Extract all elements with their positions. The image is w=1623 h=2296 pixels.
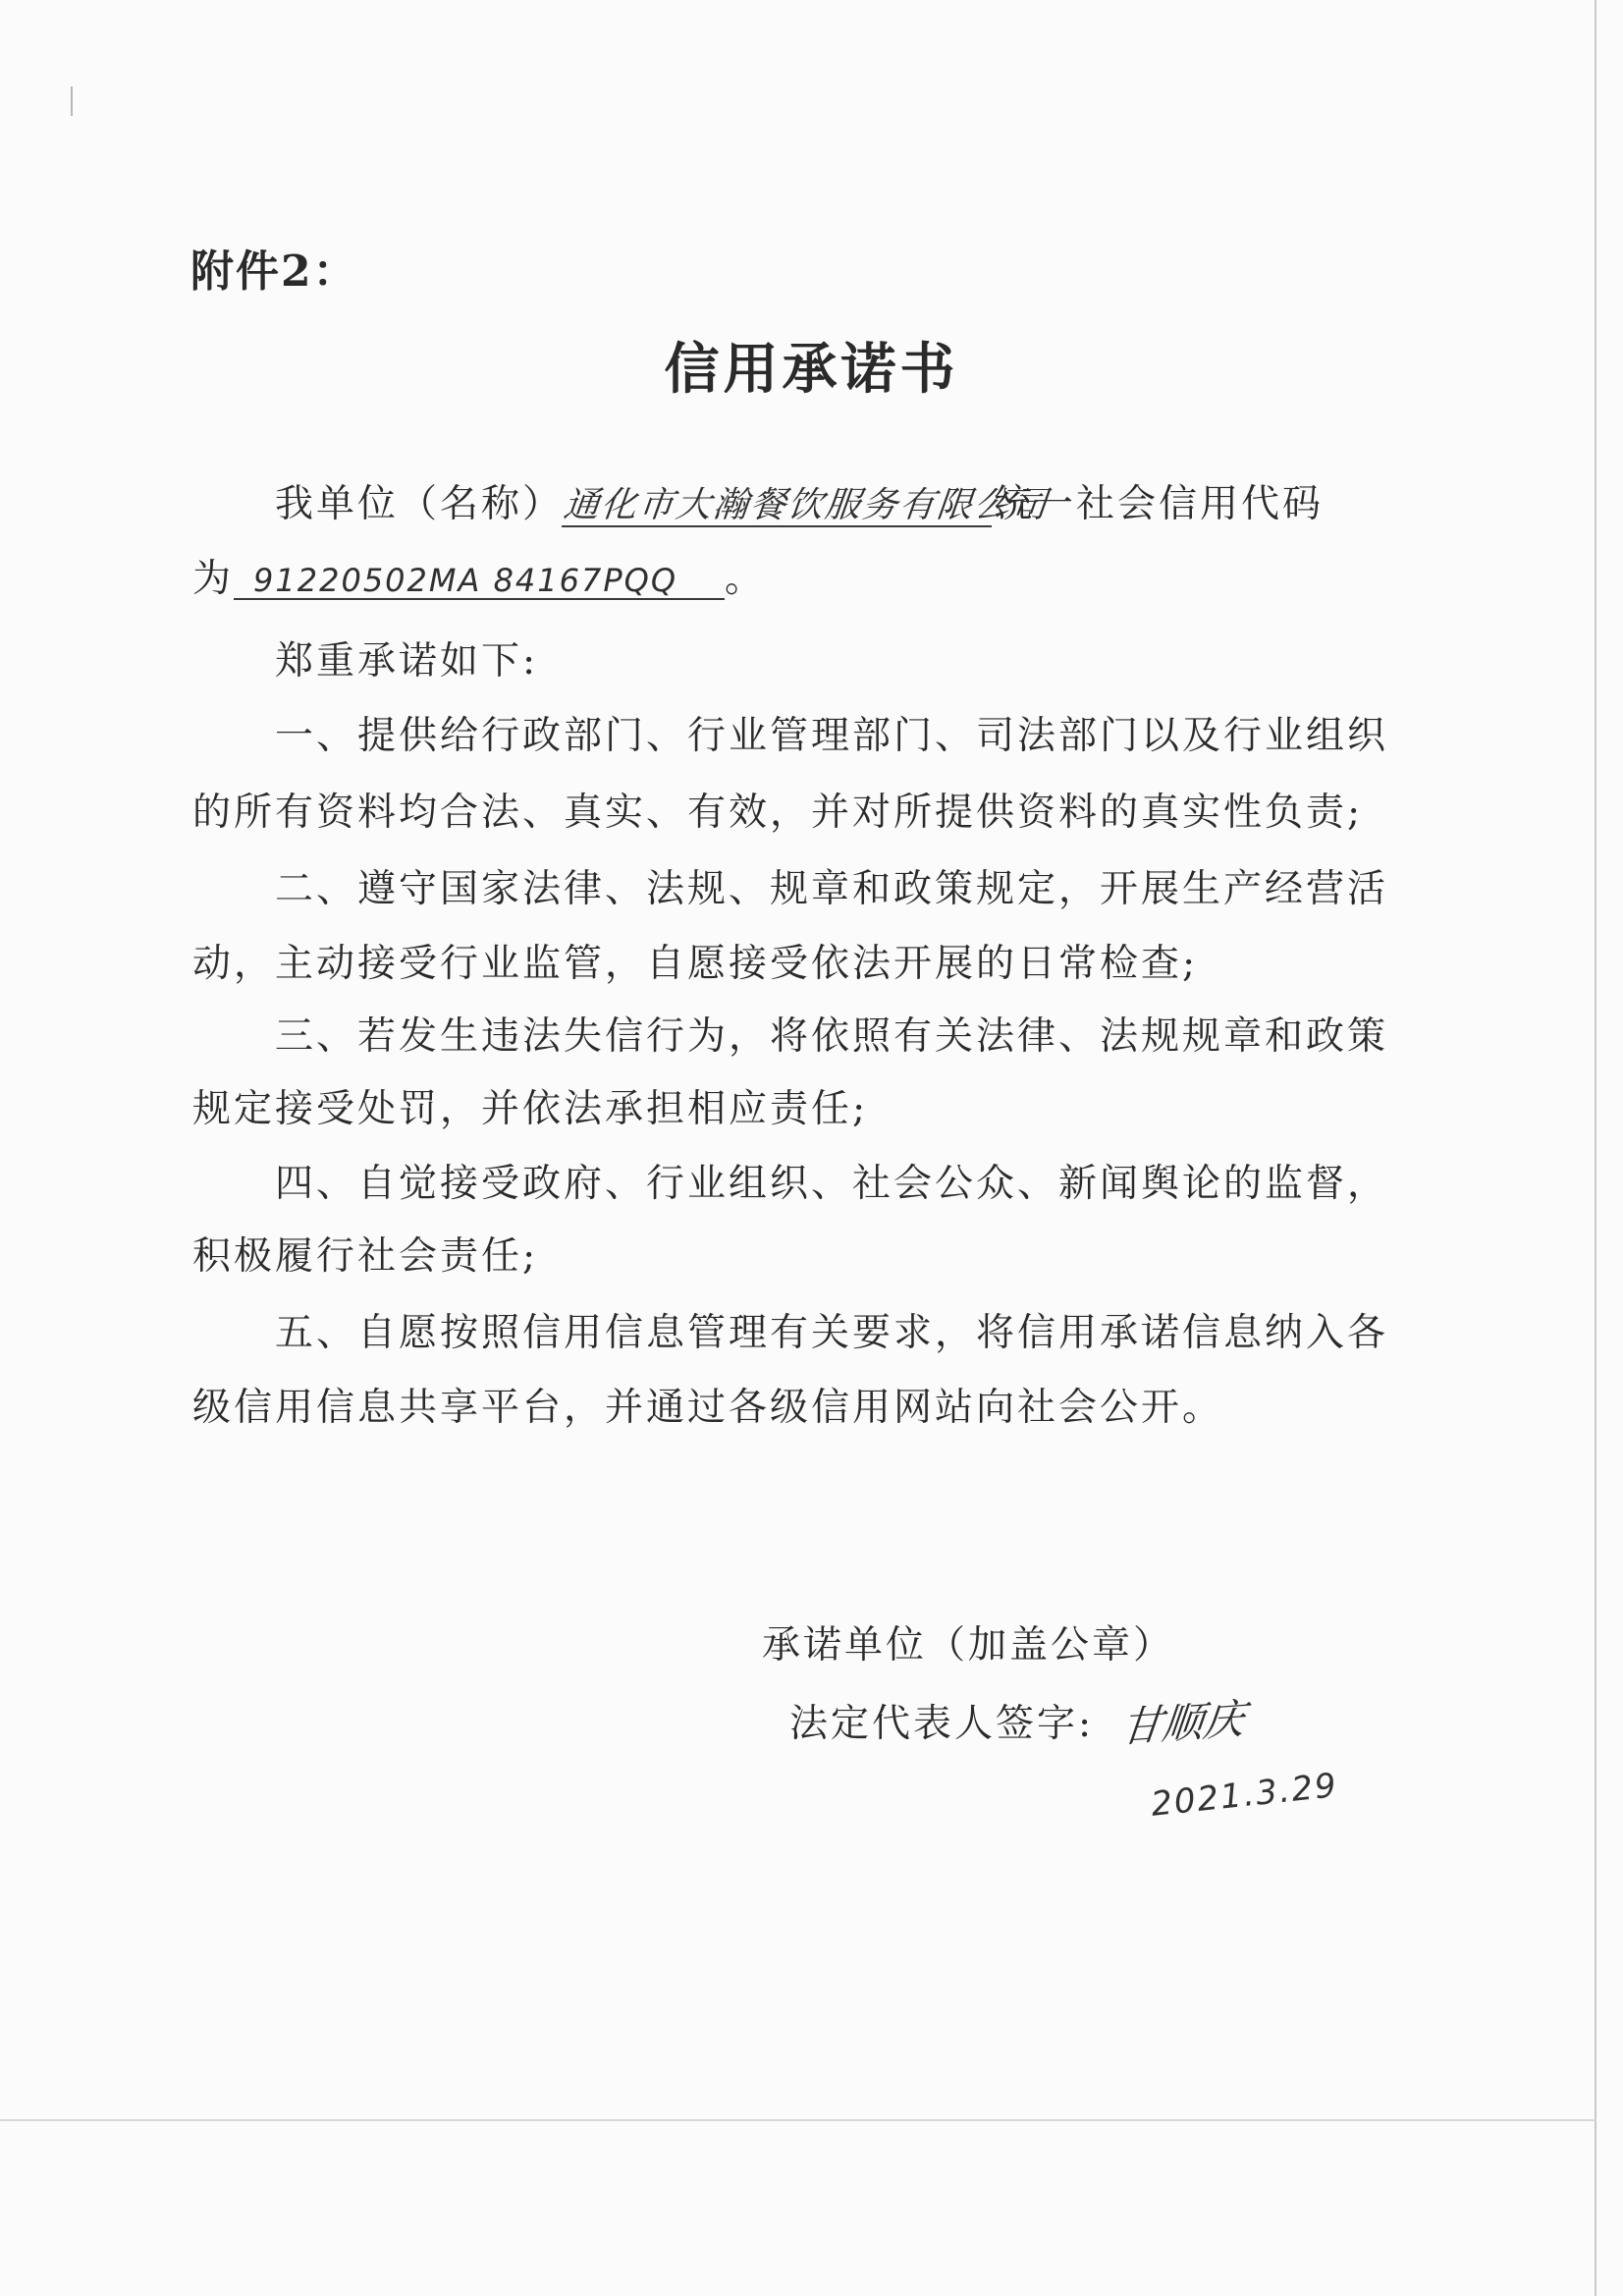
handwritten-company-name: 通化市大瀚餐饮服务有限公司 bbox=[562, 485, 1052, 525]
page-title: 信用承诺书 bbox=[664, 337, 959, 402]
attachment-label: 附件2： bbox=[190, 246, 358, 297]
page-edge-bottom bbox=[0, 2119, 1596, 2121]
item-1-line-1: 一、提供给行政部门、行业管理部门、司法部门以及行业组织 bbox=[275, 714, 1389, 758]
item-4-line-1: 四、自觉接受政府、行业组织、社会公众、新闻舆论的监督， bbox=[275, 1162, 1389, 1206]
item-5-line-2: 级信用信息共享平台，并通过各级信用网站向社会公开。 bbox=[192, 1386, 1224, 1430]
intro-line2-prefix: 为 bbox=[192, 557, 235, 601]
representative-signature: 甘顺庆 bbox=[1118, 1694, 1248, 1752]
intro-prefix: 我单位（名称） bbox=[275, 482, 565, 526]
intro-line2-suffix: 。 bbox=[725, 557, 767, 601]
scan-mark bbox=[71, 86, 73, 116]
item-1-line-2: 的所有资料均合法、真实、有效，并对所提供资料的真实性负责; bbox=[192, 791, 1364, 835]
item-5-line-1: 五、自愿按照信用信息管理有关要求，将信用承诺信息纳入各 bbox=[275, 1311, 1389, 1355]
item-4-line-2: 积极履行社会责任; bbox=[192, 1234, 539, 1279]
handwritten-credit-code: 91220502MA 84167PQQ bbox=[234, 565, 725, 600]
item-2-line-2: 动，主动接受行业监管，自愿接受依法开展的日常检查; bbox=[192, 942, 1199, 986]
intro-line-2 bbox=[192, 557, 1390, 601]
legal-representative-label: 法定代表人签字: bbox=[789, 1702, 1095, 1746]
intro-line-1 bbox=[275, 482, 1473, 527]
promising-unit-label: 承诺单位（加盖公章） bbox=[762, 1623, 1175, 1667]
item-2-line-1: 二、遵守国家法律、法规、规章和政策规定，开展生产经营活 bbox=[275, 867, 1389, 911]
solemn-statement: 郑重承诺如下: bbox=[275, 639, 539, 683]
intro-middle: 统一社会信用代码 bbox=[994, 482, 1325, 526]
handwritten-date: 2021.3.29 bbox=[1149, 1766, 1340, 1825]
item-3-line-2: 规定接受处罚，并依法承担相应责任; bbox=[192, 1087, 869, 1131]
item-3-line-1: 三、若发生违法失信行为，将依照有关法律、法规规章和政策 bbox=[275, 1014, 1389, 1059]
